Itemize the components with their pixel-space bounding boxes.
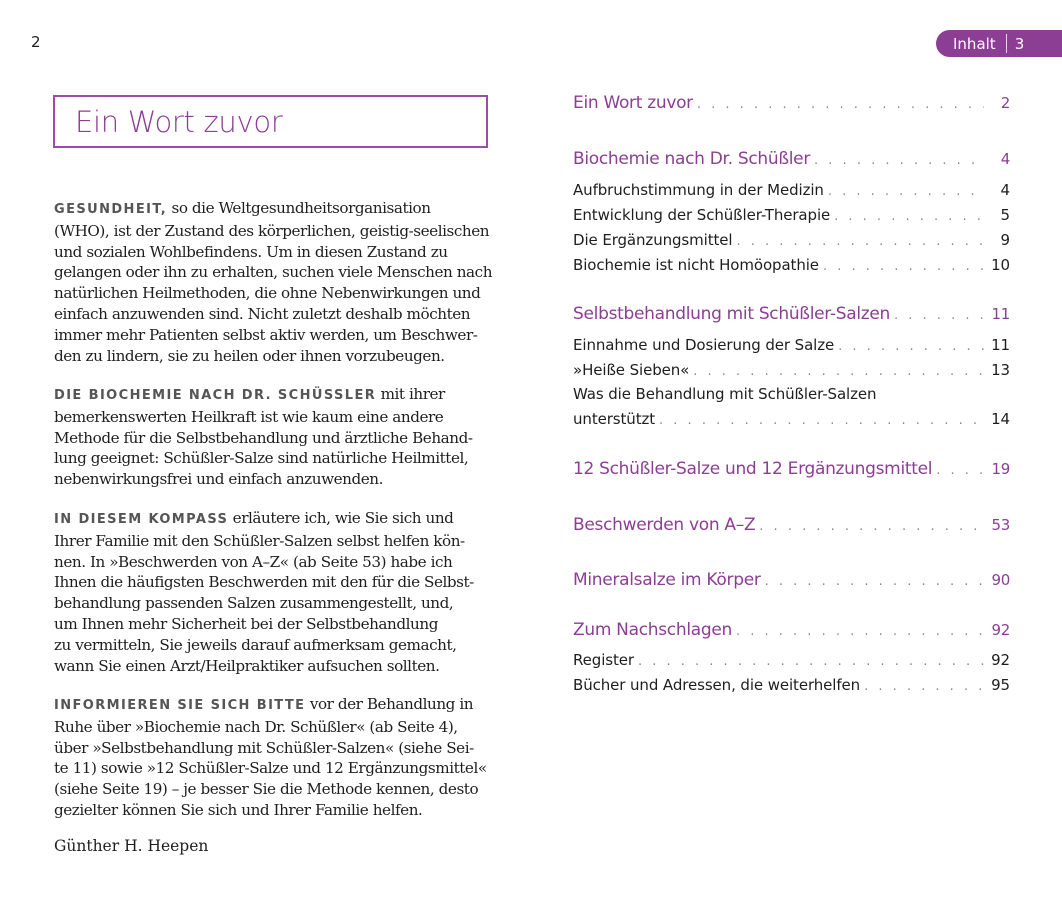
- toc-entry-title: Selbstbehandlung mit Schüßler-Salzen: [573, 304, 891, 324]
- toc-entry-title: Die Ergänzungsmittel: [573, 231, 733, 249]
- toc-entry-page: 19: [991, 460, 1010, 478]
- page-title: Ein Wort zuvor: [75, 104, 283, 139]
- toc-entry-page: 4: [1000, 181, 1010, 199]
- toc-entry-page: 13: [991, 361, 1010, 379]
- paragraph-line: so die Weltgesundheitsorganisation: [171, 199, 431, 217]
- section-tab: [936, 30, 1062, 57]
- toc-section-nachschlagen[interactable]: [573, 620, 1010, 640]
- toc-dot-leader: [894, 308, 984, 323]
- toc-entry-homoeopathie[interactable]: [573, 256, 1010, 274]
- toc-dot-leader: [823, 259, 984, 274]
- toc-dot-leader: [736, 624, 984, 639]
- toc-entry-title: Einnahme und Dosierung der Salze: [573, 336, 835, 354]
- toc-entry-page: 11: [991, 336, 1010, 354]
- toc-dot-leader: [834, 209, 984, 224]
- title-box: [53, 95, 488, 148]
- paragraph-line: den zu lindern, sie zu heilen oder ihnen vorzubeugen.: [54, 346, 445, 365]
- toc-entry-heisse-sieben[interactable]: [573, 361, 1010, 379]
- toc-dot-leader: [828, 184, 984, 199]
- paragraph-line: Methode für die Selbstbehandlung und ärztliche Behand-: [54, 428, 473, 447]
- toc-section-beschwerden[interactable]: [573, 515, 1010, 535]
- paragraph-line: nebenwirkungsfrei und einfach anzuwenden.: [54, 470, 384, 489]
- toc-dot-leader: [936, 463, 984, 478]
- toc-entry-title: 12 Schüßler-Salze und 12 Ergänzungsmittel: [573, 459, 933, 479]
- paragraph-line: mit ihrer: [380, 385, 445, 403]
- toc-entry-page: 5: [1000, 206, 1010, 224]
- toc-dot-leader: [759, 519, 984, 534]
- toc-entry-einnahme[interactable]: [573, 336, 1010, 354]
- page-number-right: 3: [1014, 34, 1025, 53]
- toc-entry-page: 95: [991, 676, 1010, 694]
- toc-dot-leader: [765, 574, 984, 589]
- paragraph-line: (WHO), ist der Zustand des körperlichen, geistig-seelischen: [54, 221, 490, 240]
- paragraph-line: einfach anzuwenden sind. Nicht zuletzt deshalb möchten: [54, 304, 471, 323]
- toc-dot-leader: [864, 679, 984, 694]
- paragraph-line: um Ihnen mehr Sicherheit bei der Selbstbehandlung: [54, 614, 438, 633]
- toc-dot-leader: [736, 234, 984, 249]
- toc-section-mineralsalze[interactable]: [573, 570, 1010, 590]
- paragraph-line: nen. In »Beschwerden von A–Z« (ab Seite 53) habe ich: [54, 552, 453, 571]
- toc-section-biochemie[interactable]: [573, 149, 1010, 169]
- toc-entry-title: Entwicklung der Schüßler-Therapie: [573, 206, 831, 224]
- toc-entry-page: 90: [991, 571, 1010, 589]
- paragraph-line: vor der Behandlung in: [309, 695, 474, 713]
- toc-entry-title: Biochemie nach Dr. Schüßler: [573, 149, 811, 169]
- paragraph-line: (siehe Seite 19) – je besser Sie die Methode kennen, desto: [54, 780, 479, 799]
- toc-dot-leader: [659, 413, 984, 428]
- toc-entry-title: unterstützt: [573, 410, 656, 428]
- toc-entry-page: 9: [1000, 231, 1010, 249]
- toc-entry-entwicklung[interactable]: [573, 206, 1010, 224]
- intro-paragraph-3: [54, 508, 494, 676]
- paragraph-lead: GESUNDHEIT,: [54, 202, 168, 217]
- toc-entry-page: 2: [1000, 94, 1010, 112]
- paragraph-line: gelangen oder ihn zu erhalten, suchen viele Menschen nach: [54, 263, 493, 282]
- paragraph-line: erläutere ich, wie Sie sich und: [232, 509, 454, 527]
- toc-entry-page: 53: [991, 516, 1010, 534]
- paragraph-line: lung geeignet: Schüßler-Salze sind natürliche Heilmittel,: [54, 449, 469, 468]
- section-tab-label: Inhalt: [953, 34, 996, 53]
- toc-entry-register[interactable]: [573, 651, 1010, 669]
- page-number-left: 2: [31, 33, 41, 51]
- paragraph-line: Ihrer Familie mit den Schüßler-Salzen selbst helfen kön-: [54, 531, 465, 550]
- paragraph-lead: INFORMIEREN SIE SICH BITTE: [54, 698, 306, 713]
- toc-dot-leader: [638, 654, 984, 669]
- paragraph-line: behandlung passenden Salzen zusammengestellt, und,: [54, 594, 454, 613]
- paragraph-lead: IN DIESEM KOMPASS: [54, 512, 229, 527]
- toc-entry-title: Beschwerden von A–Z: [573, 515, 756, 535]
- toc-entry-ein-wort-zuvor[interactable]: [573, 93, 1010, 113]
- toc-section-selbstbehandlung[interactable]: [573, 304, 1010, 324]
- paragraph-line: und sozialen Wohlbefindens. Um in diesen Zustand zu: [54, 242, 448, 261]
- toc-entry-title: Mineralsalze im Körper: [573, 570, 761, 590]
- toc-entry-page: 4: [1000, 150, 1010, 168]
- paragraph-line: te 11) sowie »12 Schüßler-Salze und 12 Ergänzungsmittel«: [54, 759, 487, 778]
- paragraph-lead: DIE BIOCHEMIE NACH DR. SCHÜSSLER: [54, 388, 377, 403]
- paragraph-line: über »Selbstbehandlung mit Schüßler-Salzen« (siehe Sei-: [54, 738, 474, 757]
- toc-entry-page: 14: [991, 410, 1010, 428]
- section-tab-divider: [1006, 34, 1007, 53]
- toc-entry-title: Aufbruchstimmung in der Medizin: [573, 181, 824, 199]
- toc-dot-leader: [697, 97, 984, 112]
- toc-entry-title-line[interactable]: Was die Behandlung mit Schüßler-Salzen: [573, 385, 877, 403]
- toc-entry-title: Bücher und Adressen, die weiterhelfen: [573, 676, 861, 694]
- toc-entry-page: 92: [991, 651, 1010, 669]
- paragraph-line: Ruhe über »Biochemie nach Dr. Schüßler« (ab Seite 4),: [54, 717, 458, 736]
- toc-dot-leader: [814, 153, 984, 168]
- paragraph-line: wann Sie einen Arzt/Heilpraktiker aufsuchen sollten.: [54, 656, 440, 675]
- toc-entry-page: 10: [991, 256, 1010, 274]
- paragraph-line: bemerkenswerten Heilkraft ist wie kaum eine andere: [54, 407, 444, 426]
- paragraph-line: Ihnen die häufigsten Beschwerden mit den für die Selbst-: [54, 573, 474, 592]
- paragraph-line: natürlichen Heilmethoden, die ohne Nebenwirkungen und: [54, 284, 481, 303]
- toc-entry-ergaenzungsmittel[interactable]: [573, 231, 1010, 249]
- toc-entry-page: 11: [991, 305, 1010, 323]
- toc-entry-title: »Heiße Sieben«: [573, 361, 690, 379]
- intro-paragraph-4: [54, 694, 494, 821]
- toc-dot-leader: [693, 364, 984, 379]
- intro-paragraph-2: [54, 384, 494, 490]
- paragraph-line: immer mehr Patienten selbst aktiv werden, um Beschwer-: [54, 325, 478, 344]
- toc-entry-was-die-behandlung[interactable]: [573, 410, 1010, 428]
- toc-entry-title: Ein Wort zuvor: [573, 93, 693, 113]
- author-signature: Günther H. Heepen: [54, 837, 209, 855]
- paragraph-line: zu vermitteln, Sie jeweils darauf aufmerksam gemacht,: [54, 635, 457, 654]
- toc-entry-page: 92: [991, 621, 1010, 639]
- toc-entry-aufbruchstimmung[interactable]: [573, 181, 1010, 199]
- toc-entry-title: Biochemie ist nicht Homöopathie: [573, 256, 819, 274]
- paragraph-line: gezielter können Sie sich und Ihrer Familie helfen.: [54, 800, 423, 819]
- toc-entry-title: Register: [573, 651, 634, 669]
- toc-dot-leader: [838, 339, 984, 354]
- toc-entry-buecher[interactable]: [573, 676, 1010, 694]
- toc-section-12-salze[interactable]: [573, 459, 1010, 479]
- intro-paragraph-1: [54, 198, 494, 366]
- toc-entry-title: Zum Nachschlagen: [573, 620, 732, 640]
